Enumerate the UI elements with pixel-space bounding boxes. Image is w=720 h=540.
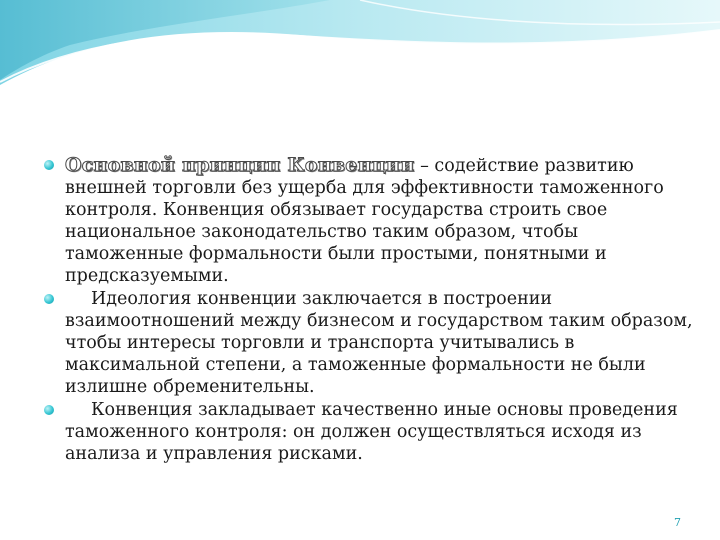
bullet-dot-icon <box>44 294 54 304</box>
bullet-emphasis: Основной принцип Конвенции <box>65 154 415 176</box>
bullet-item <box>44 288 694 398</box>
page-number: 7 <box>674 516 681 529</box>
bullet-list <box>44 154 694 466</box>
bullet-text: Идеология конвенции заключается в построении взаимоотношений между бизнесом и государством таким образом, чтобы интересы торговли и транспорта учитывались в максимальной степени, а таможенные формальности не были излишне обременительны. <box>65 289 693 397</box>
bullet-item <box>44 154 694 287</box>
bullet-text: Конвенция закладывает качественно иные основы проведения таможенного контроля: он должен осуществляться исходя из анализа и управления рисками. <box>65 400 678 464</box>
bullet-dot-icon <box>44 160 54 170</box>
header-wave-decoration <box>0 0 720 110</box>
bullet-dot-icon <box>44 405 54 415</box>
bullet-text: – содействие развитию внешней торговли без ущерба для эффективности таможенного контроля. Конвенция обязывает государства строить свое национальное законодательство таким образом, чтобы таможенные формальности были простыми, понятными и предсказуемыми. <box>65 156 664 286</box>
bullet-item <box>44 399 694 465</box>
